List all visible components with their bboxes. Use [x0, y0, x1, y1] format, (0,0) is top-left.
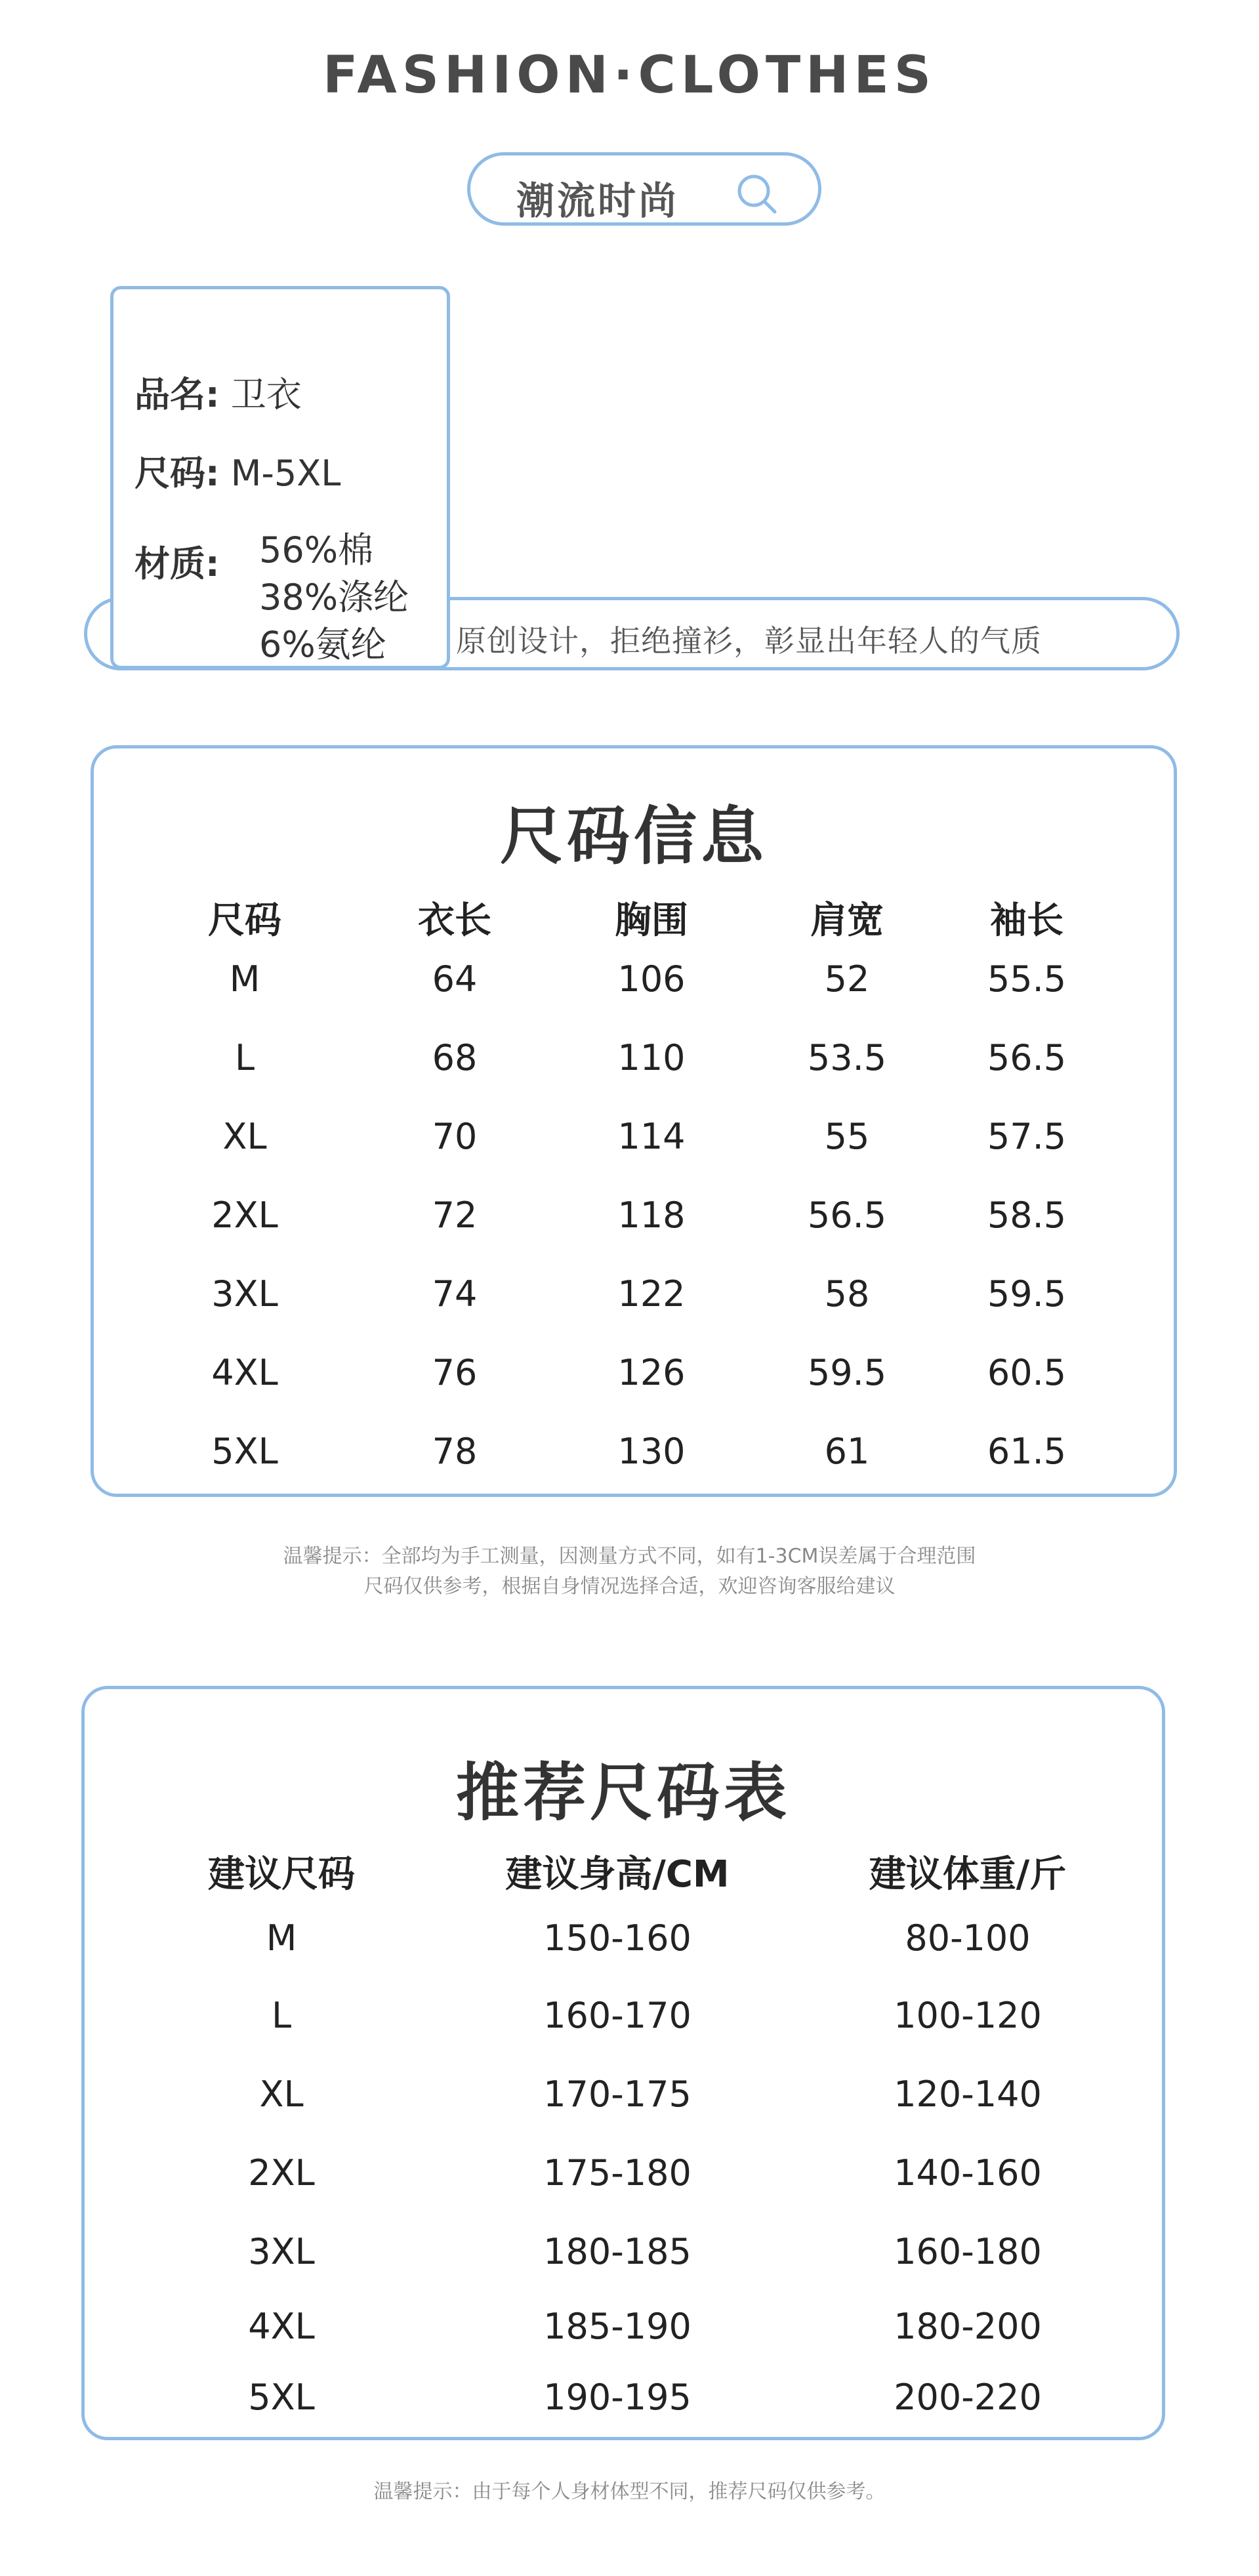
size-table-cell: 61 — [824, 1431, 870, 1472]
product-name-row — [134, 367, 302, 417]
recommend-header-cell: 建议体重/斤 — [869, 1853, 1067, 1896]
size-table-cell: 126 — [617, 1352, 686, 1393]
recommend-table-cell: 2XL — [248, 2152, 315, 2194]
size-header-cell: 尺码 — [208, 899, 281, 942]
recommend-table-cell: 170-175 — [543, 2074, 691, 2115]
size-table-cell: 60.5 — [987, 1352, 1067, 1393]
recommend-table-cell: XL — [259, 2074, 304, 2115]
recommend-table-cell: 185-190 — [543, 2306, 691, 2347]
recommend-table-cell: L — [271, 1995, 292, 2036]
recommend-panel — [81, 1686, 1165, 2440]
size-table-cell: 110 — [617, 1037, 686, 1078]
size-table-cell: 122 — [617, 1273, 686, 1315]
size-table-cell: 56.5 — [987, 1037, 1067, 1078]
size-table-cell: 118 — [617, 1195, 686, 1236]
size-table-cell: 130 — [617, 1431, 686, 1472]
size-header-cell: 肩宽 — [810, 899, 884, 942]
recommend-table-cell: 80-100 — [905, 1917, 1031, 1959]
material-item: 6%氨纶 — [259, 624, 386, 665]
size-table-cell: 3XL — [211, 1273, 278, 1315]
recommend-table-cell: 3XL — [248, 2231, 315, 2272]
brand-title: FASHION·CLOTHES — [323, 46, 936, 105]
recommend-table-cell: 5XL — [248, 2377, 315, 2418]
size-table-cell: 68 — [432, 1037, 478, 1078]
size-table-cell: 55.5 — [987, 958, 1067, 1000]
product-info-card — [110, 286, 450, 669]
size-table-cell: 52 — [824, 958, 870, 1000]
product-size-row — [134, 445, 341, 496]
size-table-cell: 59.5 — [987, 1273, 1067, 1315]
recommend-table-cell: 180-185 — [543, 2231, 691, 2272]
recommend-title: 推荐尺码表 — [456, 1756, 791, 1830]
size-table-cell: 5XL — [211, 1431, 278, 1472]
size-table-cell: 78 — [432, 1431, 478, 1472]
recommend-table-cell: 160-180 — [894, 2231, 1042, 2272]
slogan-text: 原创设计，拒绝撞衫，彰显出年轻人的气质 — [456, 623, 1042, 659]
size-header-cell: 胸围 — [615, 899, 688, 942]
size-table-cell: L — [234, 1037, 255, 1078]
recommend-header-cell: 建议尺码 — [208, 1853, 355, 1896]
size-info-panel — [91, 745, 1177, 1497]
recommend-table-cell: 200-220 — [894, 2377, 1042, 2418]
material-item: 56%棉 — [259, 529, 374, 571]
product-material-row — [134, 536, 220, 586]
size-note — [0, 1542, 1259, 1602]
recommend-table-cell: 120-140 — [894, 2074, 1042, 2115]
size-table-cell: 58 — [824, 1273, 870, 1315]
size-header-cell: 袖长 — [990, 899, 1063, 942]
size-table-cell: 58.5 — [987, 1195, 1067, 1236]
recommend-table-cell: 175-180 — [543, 2152, 691, 2194]
size-table-cell: 76 — [432, 1352, 478, 1393]
search-pill[interactable] — [467, 152, 821, 226]
recommend-table-cell: M — [266, 1917, 297, 1959]
search-icon — [733, 170, 780, 217]
recommend-table-cell: 140-160 — [894, 2152, 1042, 2194]
size-table-cell: 70 — [432, 1116, 478, 1157]
size-table-cell: 55 — [824, 1116, 870, 1157]
size-table-cell: XL — [222, 1116, 267, 1157]
size-table-cell: 53.5 — [807, 1037, 887, 1078]
product-size-value: M-5XL — [230, 453, 341, 494]
size-table-cell: 114 — [617, 1116, 686, 1157]
recommend-table-cell: 160-170 — [543, 1995, 691, 2036]
product-size-label: 尺码: — [134, 453, 220, 494]
size-header-cell: 衣长 — [418, 899, 491, 942]
product-name-value: 卫衣 — [230, 374, 302, 415]
recommend-note: 温馨提示：由于每个人身材体型不同，推荐尺码仅供参考。 — [373, 2480, 886, 2503]
material-list — [259, 527, 409, 668]
size-table-cell: 61.5 — [987, 1431, 1067, 1472]
size-note-line-1: 温馨提示：全部均为手工测量，因测量方式不同，如有1-3CM误差属于合理范围 — [283, 1545, 976, 1568]
recommend-table-cell: 4XL — [248, 2306, 315, 2347]
material-item: 38%涤纶 — [259, 577, 409, 618]
size-table-cell: 59.5 — [807, 1352, 887, 1393]
recommend-header-cell: 建议身高/CM — [505, 1853, 730, 1896]
search-label: 潮流时尚 — [516, 178, 680, 223]
size-info-title: 尺码信息 — [500, 800, 768, 873]
product-material-label: 材质: — [134, 543, 220, 584]
size-note-line-2: 尺码仅供参考，根据自身情况选择合适，欢迎咨询客服给建议 — [363, 1575, 896, 1598]
recommend-table-cell: 190-195 — [543, 2377, 691, 2418]
recommend-table-cell: 180-200 — [894, 2306, 1042, 2347]
size-table-cell: 106 — [617, 958, 686, 1000]
product-name-label: 品名: — [134, 374, 220, 415]
size-table-cell: 57.5 — [987, 1116, 1067, 1157]
size-table-cell: M — [229, 958, 260, 1000]
size-table-cell: 64 — [432, 958, 478, 1000]
size-table-cell: 2XL — [211, 1195, 278, 1236]
size-table-cell: 4XL — [211, 1352, 278, 1393]
recommend-table-cell: 150-160 — [543, 1917, 691, 1959]
size-table-cell: 72 — [432, 1195, 478, 1236]
size-table-cell: 56.5 — [807, 1195, 887, 1236]
size-table-cell: 74 — [432, 1273, 478, 1315]
recommend-table-cell: 100-120 — [894, 1995, 1042, 2036]
